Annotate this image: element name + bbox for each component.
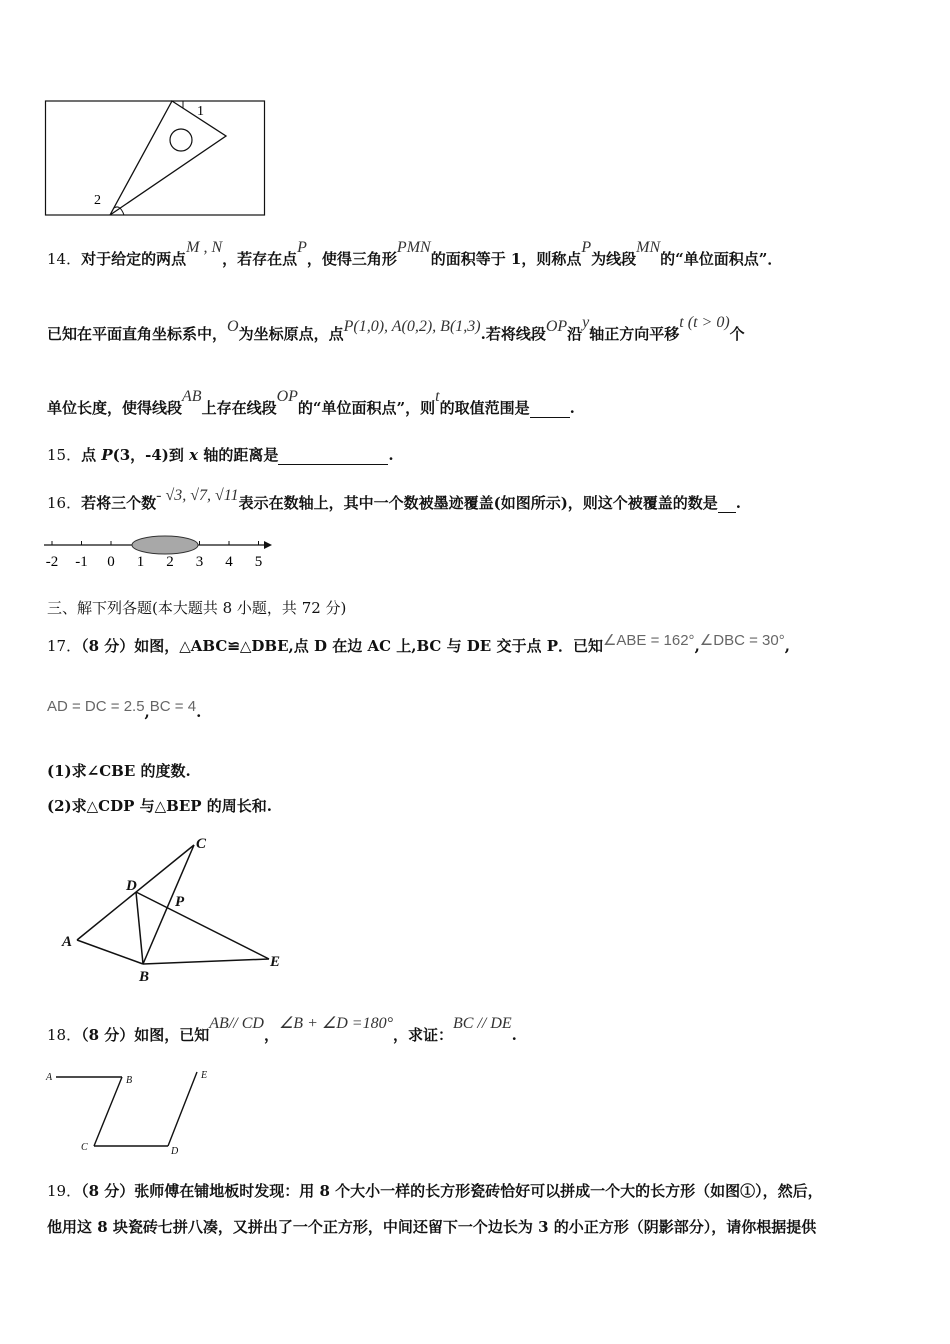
q14-line-3: 单位长度，使得线段AB上存在线段OP的“单位面积点”，则t的取值范围是 . (47, 388, 575, 417)
q15-line: 15．点 P(3，-4)到 x 轴的距离是 . (47, 446, 394, 464)
q14-answer-blank[interactable] (530, 399, 570, 418)
label-B: B (126, 1075, 133, 1086)
q17-line-1: 17．（8 分）如图，△ABC≌△DBE,点 D 在边 AC 上,BC 与 DE 交于点 P．已知∠ABE = 162°,∠DBC = 30°, (47, 632, 790, 655)
segment-BE (143, 959, 269, 964)
number-line-tick-label: -2 (45, 554, 59, 570)
segment-AB (77, 940, 143, 964)
q17-part-1: (1)求∠CBE 的度数. (47, 762, 191, 780)
label-C: C (196, 836, 207, 852)
segment-BC (143, 845, 194, 964)
q16-answer-blank[interactable] (718, 494, 736, 513)
ink-blot (132, 536, 198, 554)
label-P: P (175, 894, 185, 910)
q16-line: 16．若将三个数- √3, √7, √11表示在数轴上，其中一个数被墨迹覆盖(如图所示)，则这个被覆盖的数是 . (47, 487, 742, 512)
ruler-figure (44, 98, 268, 218)
ruler-hole (170, 129, 192, 151)
q17-line-2: AD = DC = 2.5,BC = 4. (47, 698, 202, 721)
number-line-tick-label: -1 (75, 554, 88, 570)
angle-1-label: 1 (197, 104, 204, 119)
label-D: D (126, 878, 137, 894)
segment-DE (136, 892, 269, 959)
triangle-figure-17 (55, 832, 295, 987)
label-A: A (62, 934, 73, 950)
q14-line-2: 已知在平面直角坐标系中，O为坐标原点，点P(1,0), A(0,2), B(1,3).若将线段OP沿y轴正方向平移t (t > 0)个 (47, 314, 745, 343)
segment-DE (168, 1072, 197, 1146)
number-line-tick-label: 3 (195, 554, 204, 570)
label-E: E (270, 954, 281, 970)
number-line-tick-label: 5 (254, 554, 263, 570)
q19-line-1: 19．（8 分）张师傅在铺地板时发现：用 8 个大小一样的长方形瓷砖恰好可以拼成一个大的长方形（如图①），然后， (47, 1182, 823, 1200)
segment-BC (94, 1077, 122, 1146)
section-3-heading: 三、解下列各题(本大题共 8 小题，共 72 分) (47, 599, 347, 617)
number-line-tick-label: 4 (225, 554, 233, 570)
angle-2-label: 2 (94, 193, 101, 208)
label-D: D (171, 1146, 179, 1157)
q14-line-1: 14．对于给定的两点M , N，若存在点P，使得三角形PMN的面积等于 1，则称点P为线段MN的“单位面积点”． (47, 239, 783, 268)
q18-line: 18．（8 分）如图，已知AB// CD，∠B + ∠D =180°，求证：BC // DE. (47, 1015, 517, 1044)
label-B: B (139, 969, 150, 985)
number-line-arrow (264, 541, 272, 549)
number-line-tick-label: 1 (136, 554, 145, 570)
label-E: E (201, 1070, 208, 1081)
triangle-ruler (110, 101, 226, 215)
label-A: A (46, 1072, 53, 1083)
q15-answer-blank[interactable] (278, 446, 388, 465)
number-line-tick-label: 0 (107, 554, 115, 570)
label-C: C (81, 1142, 88, 1153)
number-line-tick-label: 2 (166, 554, 174, 570)
q17-part-2: (2)求△CDP 与△BEP 的周长和. (47, 797, 272, 815)
segment-DB (136, 892, 143, 964)
parallel-figure-18 (44, 1066, 224, 1158)
q19-line-2: 他用这 8 块瓷砖七拼八凑，又拼出了一个正方形，中间还留下一个边长为 3 的小正方形（阴影部分），请你根据提供 (47, 1218, 817, 1236)
number-line (40, 530, 280, 572)
figure-frame (46, 101, 265, 215)
